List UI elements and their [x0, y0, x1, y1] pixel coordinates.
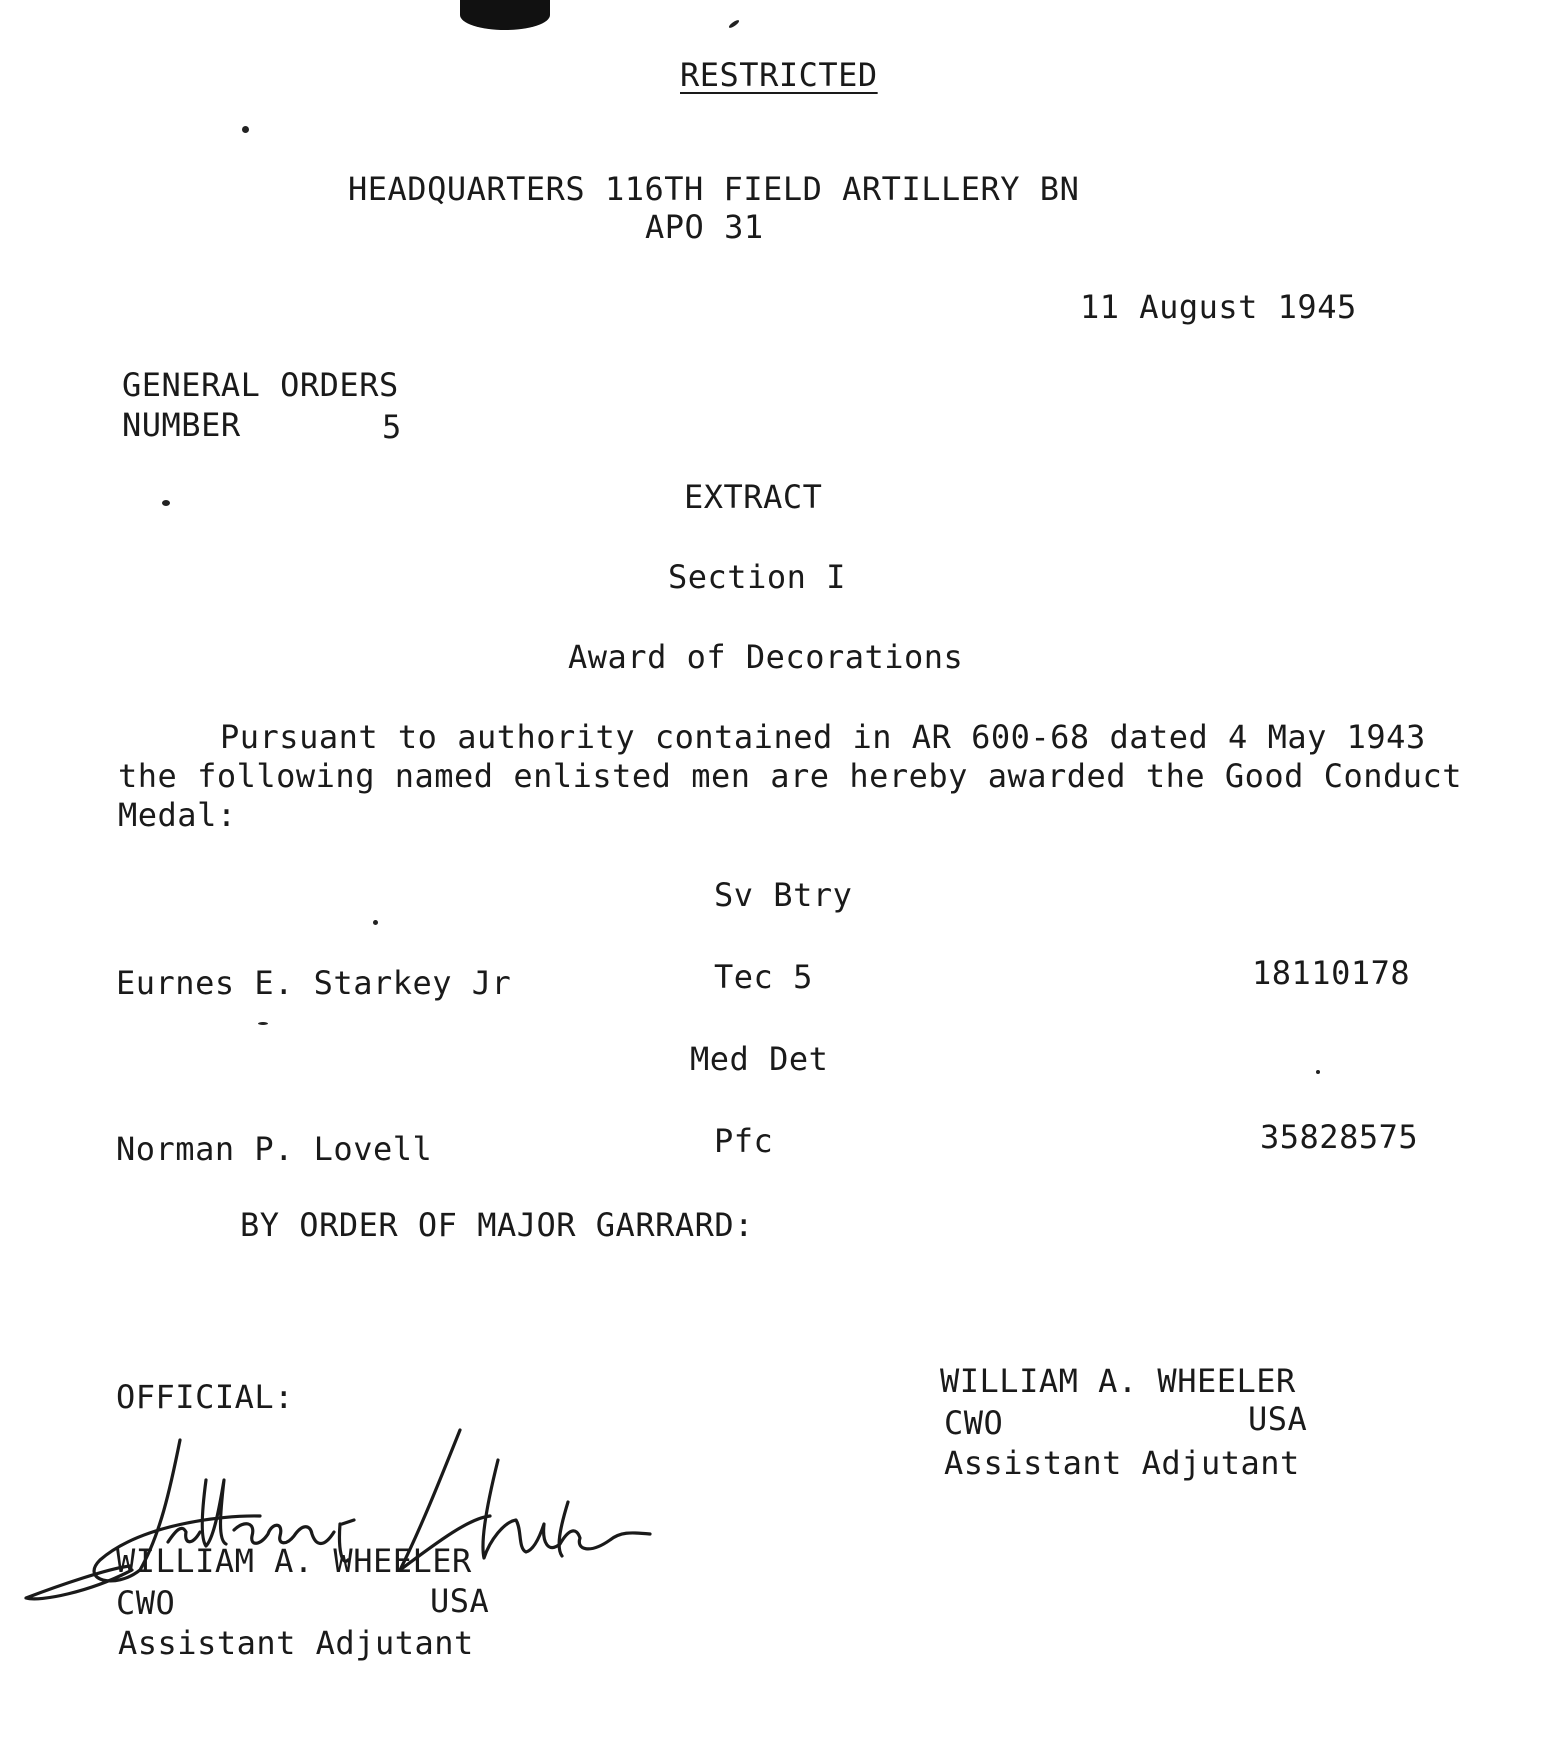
- speck: [1316, 1070, 1320, 1074]
- awardee-name: Norman P. Lovell: [116, 1130, 433, 1168]
- orders-number-value: 5: [382, 408, 402, 446]
- classification-marking: RESTRICTED: [680, 56, 878, 94]
- awardee-serial: 35828575: [1260, 1118, 1419, 1156]
- signatory-right-title: Assistant Adjutant: [944, 1444, 1300, 1482]
- signatory-left-name: WILLIAM A. WHEELER: [116, 1542, 472, 1580]
- order-date: 11 August 1945: [1080, 288, 1357, 326]
- section-heading: Section I: [668, 558, 846, 596]
- signatory-left-branch: USA: [430, 1582, 490, 1620]
- subject-heading: Award of Decorations: [568, 638, 964, 676]
- body-text: Pursuant to authority contained in AR 600-68 dated 4 May 1943 the following named enlisted men are hereby awarded the Good Conduct Medal:: [118, 718, 1463, 834]
- speck: [162, 500, 170, 506]
- handwritten-signature: [20, 1420, 680, 1610]
- awardee-serial: 18110178: [1252, 954, 1411, 992]
- speck: [373, 920, 378, 925]
- signatory-left-grade: CWO: [116, 1584, 176, 1622]
- speck: [242, 126, 249, 133]
- signatory-left-title: Assistant Adjutant: [118, 1624, 474, 1662]
- body-paragraph: [118, 718, 1498, 835]
- awardee-rank: Pfc: [714, 1122, 774, 1160]
- signatory-right-name: WILLIAM A. WHEELER: [940, 1362, 1296, 1400]
- awardee-unit: Med Det: [690, 1040, 829, 1078]
- awardee-rank: Tec 5: [714, 958, 813, 996]
- speck: [728, 19, 740, 29]
- official-label: OFFICIAL:: [116, 1378, 294, 1416]
- by-order-line: BY ORDER OF MAJOR GARRARD:: [240, 1206, 754, 1244]
- signatory-right-grade: CWO: [944, 1404, 1004, 1442]
- ink-blot: [460, 0, 550, 30]
- signatory-right-branch: USA: [1248, 1400, 1308, 1438]
- orders-title: GENERAL ORDERS: [122, 366, 399, 404]
- orders-number-label: NUMBER: [122, 406, 241, 444]
- apo-heading: APO 31: [645, 208, 764, 246]
- awardee-name: Eurnes E. Starkey Jr: [116, 964, 512, 1002]
- extract-heading: EXTRACT: [684, 478, 823, 516]
- awardee-unit: Sv Btry: [714, 876, 853, 914]
- speck: [258, 1022, 268, 1025]
- unit-heading: HEADQUARTERS 116TH FIELD ARTILLERY BN: [348, 170, 1080, 208]
